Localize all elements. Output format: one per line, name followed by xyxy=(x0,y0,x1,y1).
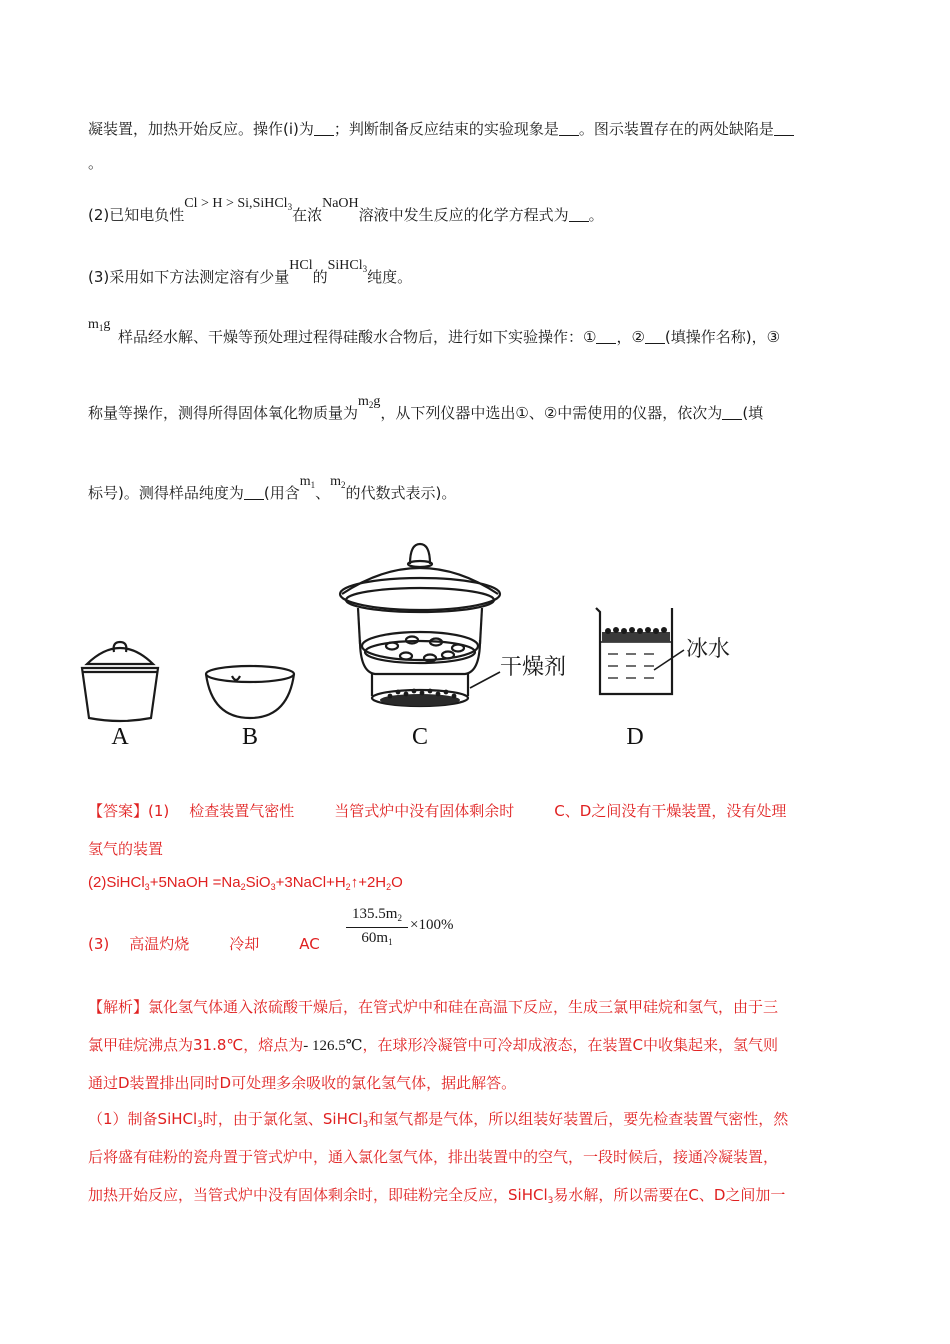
answer-line3: (3) 高温灼烧 冷却 AC xyxy=(88,935,320,953)
answer-blank[interactable] xyxy=(596,328,616,344)
fraction-bar xyxy=(346,927,408,928)
q1-line-period: 。 xyxy=(88,154,104,172)
desiccator-icon xyxy=(340,544,500,706)
q1-line: 凝装置，加热开始反应。操作(ⅰ)为 ；判断制备反应结束的实验现象是 。图示装置存在的两处缺陷是 xyxy=(88,118,794,140)
answer-blank[interactable] xyxy=(244,484,264,500)
answer-blank[interactable] xyxy=(314,120,334,136)
icewater-label: 冰水 xyxy=(686,637,731,662)
naoh-formula: NaOH xyxy=(322,196,359,211)
ice-chunks xyxy=(602,627,670,642)
melting-point-value: - 126.5℃ xyxy=(303,1038,363,1054)
crucible-icon xyxy=(82,642,158,721)
answer-line1: 【答案】(1) 检查装置气密性 当管式炉中没有固体剩余时 C、D之间没有干燥装置，没有处理 xyxy=(88,802,787,820)
q3-line4: 样品经水解、干燥等预处理过程得硅酸水合物后，进行如下实验操作：① ，② (填操作名称)，③ xyxy=(118,328,781,346)
analysis-line1: 【解析】氯化氢气体通入浓硫酸干燥后，在管式炉中和硅在高温下反应，生成三氯甲硅烷和氢气，由于三 xyxy=(88,998,779,1016)
sihcl3-formula: SiHCl$_3$ xyxy=(327,258,368,274)
q3-line: (3)采用如下方法测定溶有少量HCl的SiHCl$_3$纯度。 xyxy=(88,266,412,293)
q2-line: (2)已知电负性Cl > H > Si,SiHCl$_3$在浓NaOH溶液中发生反应的化学方程式为 。 xyxy=(88,204,604,231)
label-a: A xyxy=(111,724,129,750)
analysis-line5: 后将盛有硅粉的瓷舟置于管式炉中，通入氯化氢气体，排出装置中的空气，一段时候后，接通冷凝装置， xyxy=(88,1148,779,1166)
q3-line5: 称量等操作，测得所得固体氧化物质量为$m_2g$，从下列仪器中选出①、②中需使用的仪器，依次为 (填 xyxy=(88,402,763,429)
purity-fraction-denominator: $60m_1$ xyxy=(361,930,393,947)
m2-symbol: $m_2$ xyxy=(330,474,346,490)
purity-fraction-numerator: $135.5m_2$ xyxy=(352,906,402,923)
purity-fraction-percent: ×100% xyxy=(410,917,454,933)
answer-blank[interactable] xyxy=(569,206,589,222)
label-d: D xyxy=(626,724,644,750)
analysis-line3: 通过D装置排出同时D可处理多余吸收的氯化氢气体，据此解答。 xyxy=(88,1074,517,1092)
beaker-icon xyxy=(596,608,684,694)
answer-line1b: 氢气的装置 xyxy=(88,840,164,858)
analysis-line2: 氯甲硅烷沸点为31.8℃，熔点为- 126.5℃，在球形冷凝管中可冷却成液态，在装置C中收集起来，氢气则 xyxy=(88,1034,778,1057)
label-c: C xyxy=(411,724,429,750)
answer-equation: (2)SiHCl$_3$+5NaOH $=Na_2SiO_3+3NaCl+H_2↑+2H_2O$ xyxy=(88,874,403,892)
q3-line6: 标号)。测得样品纯度为 (用含$m_1$、$m_2$的代数式表示)。 xyxy=(88,482,456,509)
answer-blank[interactable] xyxy=(722,404,742,420)
apparatus-figure xyxy=(60,522,820,762)
label-b: B xyxy=(241,724,259,750)
desiccant-label: 干燥剂 xyxy=(500,655,567,680)
answer-blank[interactable] xyxy=(559,120,579,136)
answer-blank[interactable] xyxy=(774,120,794,136)
hcl-formula: HCl xyxy=(289,258,313,273)
m1-symbol: $m_1$ xyxy=(299,474,316,490)
answer-blank[interactable] xyxy=(645,328,665,344)
analysis-line6: 加热开始反应，当管式炉中没有固体剩余时，即硅粉完全反应，SiHCl$_3$易水解，所以需要在C、D之间加一 xyxy=(88,1186,786,1206)
evaporating-dish-icon xyxy=(206,666,294,718)
m1g-symbol: $m_1g$ xyxy=(88,317,111,333)
analysis-line4: （1）制备SiHCl$_3$时，由于氯化氢、SiHCl$_3$和氢气都是气体，所以组装好装置后，要先检查装置气密性，然 xyxy=(88,1110,789,1130)
m2g-symbol: $m_2g$ xyxy=(358,394,381,410)
electronegativity-formula: Cl > H > Si,SiHCl$_3$ xyxy=(184,196,293,212)
